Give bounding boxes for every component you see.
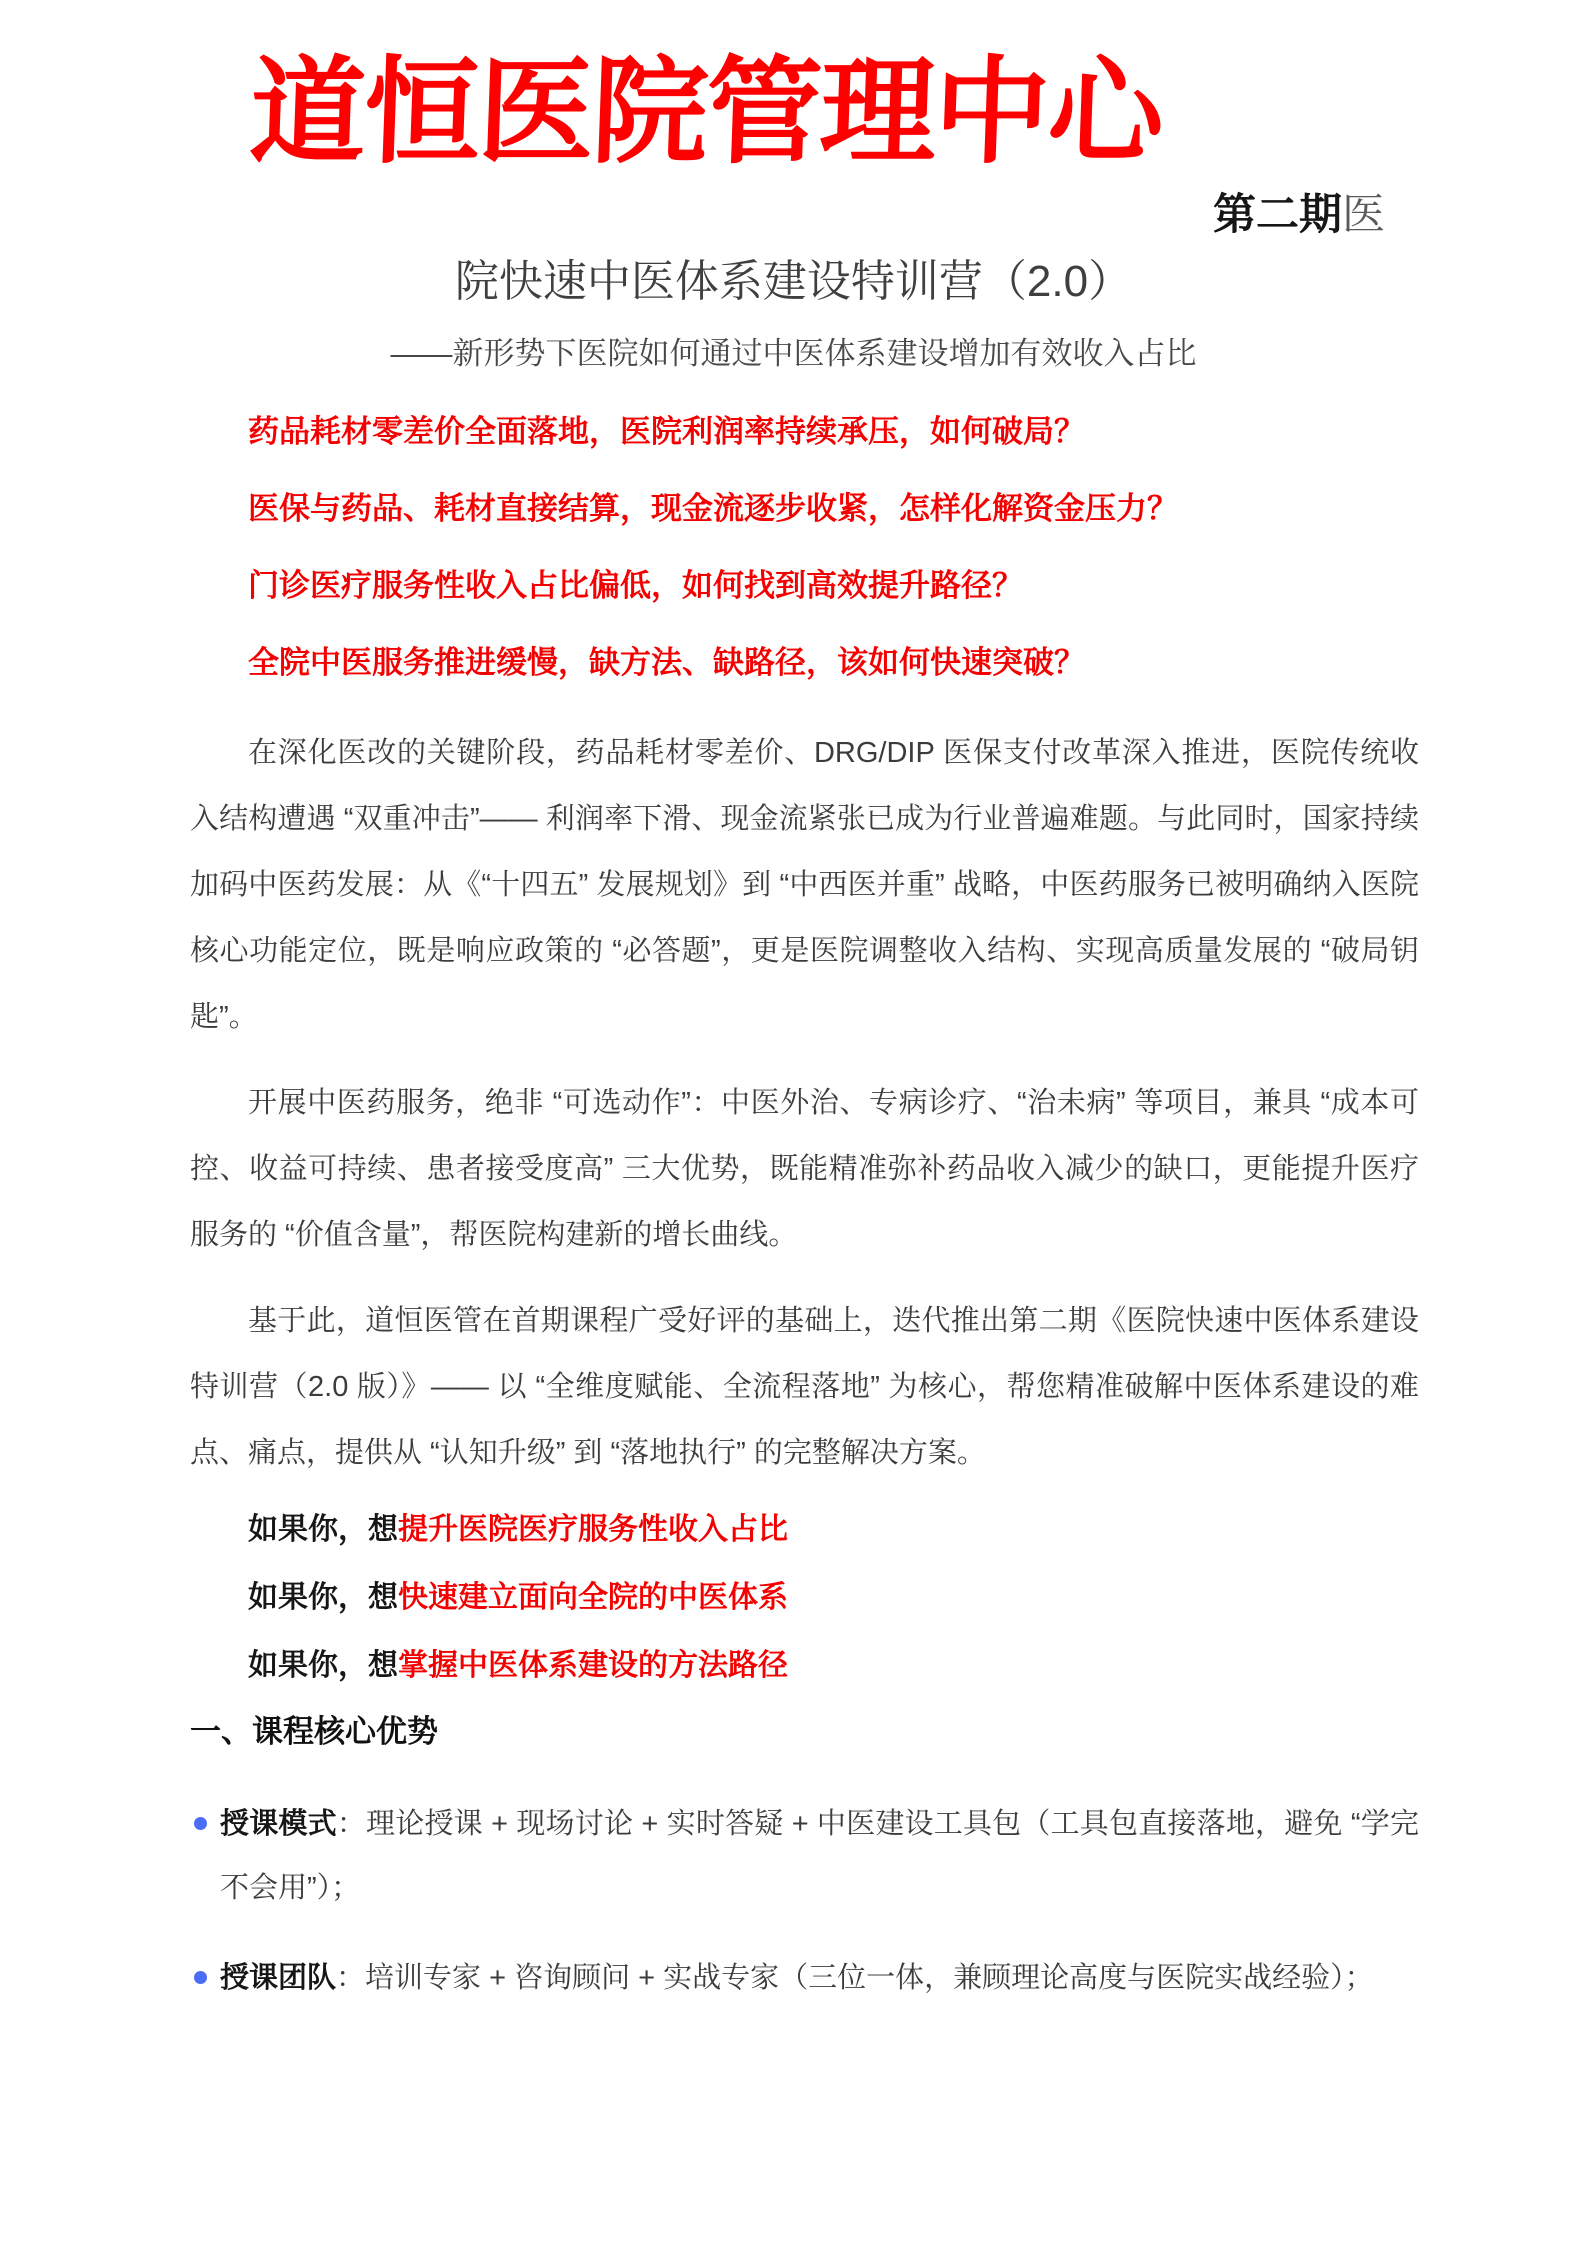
if-you-prefix: 如果你，想 (248, 1649, 398, 1682)
document-body (190, 412, 1419, 2036)
heading-period: 第二期 (1213, 191, 1342, 239)
section-heading-core-advantages: 一、课程核心优势 (190, 1714, 438, 1749)
bullet-label: 授课模式 (220, 1808, 337, 1840)
list-item (190, 1946, 1419, 2010)
if-you-line (190, 1574, 1419, 1622)
if-you-highlight: 掌握中医体系建设的方法路径 (398, 1649, 788, 1682)
if-you-prefix: 如果你，想 (248, 1581, 398, 1614)
pain-point-line: 门诊医疗服务性收入占比偏低，如何找到高效提升路径？ (248, 568, 1023, 603)
course-subtitle: ——新形势下医院如何通过中医体系建设增加有效收入占比 (390, 336, 1197, 371)
bullet-dot-icon (194, 1817, 207, 1830)
if-you-line (190, 1642, 1419, 1690)
advantage-list (190, 1792, 1419, 2010)
heading-overflow-char: 医 (1342, 191, 1385, 239)
launch-paragraph: 基于此，道恒医管在首期课程广受好评的基础上，迭代推出第二期《医院快速中医体系建设特训营（2.0 版）》—— 以 “全维度赋能、全流程落地” 为核心，帮您精准破解中医体系建设的难点、痛点，提供从 “认知升级” 到 “落地执行” 的完整解决方案。 (190, 1305, 1419, 1469)
pain-point-line: 全院中医服务推进缓慢，缺方法、缺路径，该如何快速突破？ (248, 645, 1085, 680)
list-item (190, 1792, 1419, 1920)
bullet-text: ：培训专家 + 咨询顾问 + 实战专家（三位一体，兼顾理论高度与医院实战经验）； (336, 1962, 1374, 1994)
heading-period-line (1213, 192, 1385, 239)
intro-paragraph: 在深化医改的关键阶段，药品耗材零差价、DRG/DIP 医保支付改革深入推进，医院传统收入结构遭遇 “双重冲击”—— 利润率下滑、现金流紧张已成为行业普遍难题。与此同时，国家持续加码中医药发展：从《“十四五” 发展规划》到 “中西医并重” 战略，中医药服务已被明确纳入医院核心功能定位，既是响应政策的 “必答题”，更是医院调整收入结构、实现高质量发展的 “破局钥匙”。 (190, 737, 1419, 1033)
pain-point-line: 药品耗材零差价全面落地，医院利润率持续承压，如何破局？ (248, 414, 1085, 449)
if-you-prefix: 如果你，想 (248, 1513, 398, 1546)
brand-title: 道恒医院管理中心 (247, 47, 1165, 177)
bullet-label: 授课团队 (220, 1962, 337, 1994)
value-paragraph: 开展中医药服务，绝非 “可选动作”：中医外治、专病诊疗、“治未病” 等项目，兼具 “成本可控、收益可持续、患者接受度高” 三大优势，既能精准弥补药品收入减少的缺口，更能提升医疗服务的 “价值含量”，帮医院构建新的增长曲线。 (190, 1087, 1419, 1251)
bullet-dot-icon (194, 1971, 207, 1984)
if-you-highlight: 提升医院医疗服务性收入占比 (398, 1513, 788, 1546)
pain-point-line: 医保与药品、耗材直接结算，现金流逐步收紧，怎样化解资金压力？ (248, 491, 1178, 526)
if-you-line (190, 1506, 1419, 1554)
if-you-highlight: 快速建立面向全院的中医体系 (398, 1581, 788, 1614)
course-title: 院快速中医体系建设特训营（2.0） (454, 257, 1133, 306)
bullet-text: ：理论授课 + 现场讨论 + 实时答疑 + 中医建设工具包（工具包直接落地，避免 “学完不会用”）； (220, 1808, 1419, 1904)
